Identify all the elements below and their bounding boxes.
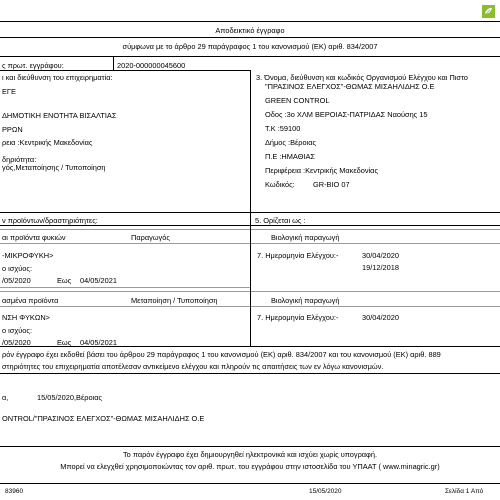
operator-line: ΡΡΩΝ xyxy=(2,125,23,134)
validity-label: ο ισχύος: xyxy=(2,326,33,335)
product-group-activity: Μεταποίηση / Τυποποίηση xyxy=(131,296,218,305)
doc-number-value: 2020-000000045600 xyxy=(117,61,186,70)
validity-to: 04/05/2021 xyxy=(80,338,117,347)
control-body-line: Τ.Κ :59100 xyxy=(265,124,301,133)
footer-note-line: Μπορεί να ελεγχθεί χρησιμοποιώντας τον αριθ. πρωτ. του εγγράφου στην ιστοσελίδα του ΥΠΑΑΤ ( www.minagric.gr) xyxy=(60,462,440,471)
check-date: 19/12/2018 xyxy=(362,263,399,272)
validity-from: /05/2020 xyxy=(2,276,31,285)
control-body-line: Οδος :3ο ΧΛΜ ΒΕΡΟΙΑΣ-ΠΑΤΡΙΔΑΣ Ναούσης 15 xyxy=(265,110,428,119)
issue-date-place: 15/05/2020,Βέροιας xyxy=(37,393,103,402)
statement-line: στηριότητες του επιχειρηματία αποτέλεσαν αντικείμενο ελέγχου και πληρούν τις απαιτήσεις των εν λόγω κανονισμών. xyxy=(2,362,384,371)
operator-line: ρεια :Κεντρικής Μακεδονίας xyxy=(2,138,93,147)
doc-number-label: ς πρωτ. εγγράφου: xyxy=(2,61,64,70)
control-code-label: Κωδικός: xyxy=(265,180,295,189)
product-group-status: Βιολογική παραγωγή xyxy=(271,296,340,305)
product-group-status: Βιολογική παραγωγή xyxy=(271,233,340,242)
defined-header: 5. Ορίζεται ως : xyxy=(255,216,306,225)
products-header: ν προϊόντων/δραστηριότητες: xyxy=(2,216,98,225)
control-body-label: 3. Όνομα, διεύθυνση και κωδικός Οργανισμού Ελέγχου και Πιστο xyxy=(256,73,468,82)
product-group-activity: Παραγωγός xyxy=(131,233,170,242)
control-body-line: Δήμος :Βέροιας xyxy=(265,138,317,147)
issuer-name: ONTROL/"ΠΡΑΣΙΝΟΣ ΕΛΕΓΧΟΣ"-ΘΩΜΑΣ ΜΙΣΑΗΛΙΔΗΣ Ο.Ε xyxy=(2,414,205,423)
check-date-label: 7. Ημερομηνία Ελέγχου:- xyxy=(257,313,339,322)
place-label: α, xyxy=(2,393,9,402)
leaf-certificate-icon xyxy=(482,5,495,18)
product-item: -ΜΙΚΡΟΦΥΚΗ> xyxy=(2,251,54,260)
operator-label: ι και διεύθυνση του επιχειρηματία: xyxy=(2,73,113,82)
control-body-line: "ΠΡΑΣΙΝΟΣ ΕΛΕΓΧΟΣ"-ΘΩΜΑΣ ΜΙΣΑΗΛΙΔΗΣ Ο.Ε xyxy=(265,82,435,91)
operator-line: δηριότητα: xyxy=(2,155,37,164)
validity-to-label: Εως xyxy=(57,338,72,347)
control-code-value: GR-BIO 07 xyxy=(313,180,350,189)
footer-note-line: Το παρόν έγγραφο έχει δημιουργηθεί ηλεκτρονικά και ισχύει χωρίς υπογραφή. xyxy=(122,450,378,459)
check-date: 30/04/2020 xyxy=(362,251,399,260)
check-date-label: 7. Ημερομηνία Ελέγχου:- xyxy=(257,251,339,260)
validity-label: ο ισχύος: xyxy=(2,264,33,273)
control-body-line: GREEN CONTROL xyxy=(265,96,330,105)
operator-line: ΔΗΜΟΤΙΚΗ ΕΝΟΤΗΤΑ ΒΙΣΑΛΤΙΑΣ xyxy=(2,111,117,120)
page-number: Σελίδα 1 Από xyxy=(445,488,484,495)
check-date: 30/04/2020 xyxy=(362,313,399,322)
operator-line: γός,Μεταποίησης / Τυποποίηση xyxy=(2,163,106,172)
control-body-line: Π.Ε :ΗΜΑΘΙΑΣ xyxy=(265,152,315,161)
product-group-title: ασμένα προϊόντα xyxy=(2,296,59,305)
operator-line: ΕΓΕ xyxy=(2,87,16,96)
statement-line: ρόν έγγραφο έχει εκδοθεί βάσει του άρθρου 29 παράγραφος 1 του κανονισμού (ΕΚ) αριθ. 834/2007 και του κανονισμού (ΕΚ) αριθ. 889 xyxy=(2,350,441,359)
validity-from: /05/2020 xyxy=(2,338,31,347)
footer-date: 15/05/2020 xyxy=(309,488,342,495)
product-item: ΝΣΗ ΦΥΚΩΝ> xyxy=(2,313,50,322)
document-subtitle: σύμφωνα με το άρθρο 29 παράγραφος 1 του κανονισμού (ΕΚ) αριθ. 834/2007 xyxy=(122,42,378,51)
document-title: Αποδεικτικό έγγραφο xyxy=(215,26,285,35)
validity-to-label: Εως xyxy=(57,276,72,285)
product-group-title: αι προϊόντα φυκιών xyxy=(2,233,66,242)
footer-code: 83960 xyxy=(5,488,24,495)
validity-to: 04/05/2021 xyxy=(80,276,117,285)
control-body-line: Περιφέρεια :Κεντρικής Μακεδονίας xyxy=(265,166,379,175)
